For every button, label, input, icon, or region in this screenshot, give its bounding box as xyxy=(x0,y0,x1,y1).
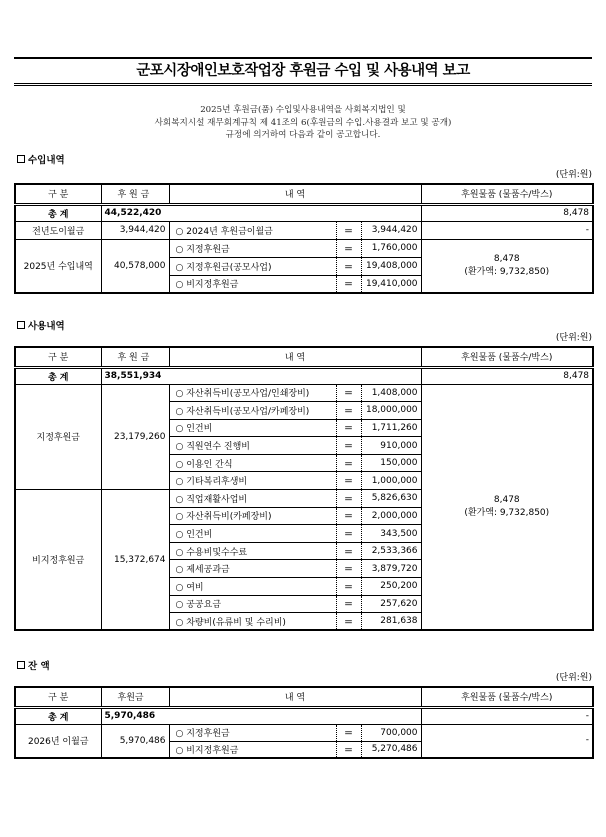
detail-item-label: 직원연수 진행비 xyxy=(186,442,250,453)
header-category: 구 분 xyxy=(15,347,101,367)
total-goods: 8,478 xyxy=(421,204,593,221)
goods-cell xyxy=(421,384,593,630)
equals-sign: ＝ xyxy=(336,613,361,631)
equals-sign: ＝ xyxy=(336,454,361,472)
detail-item-amount: 281,638 xyxy=(361,613,421,631)
total-row xyxy=(15,204,593,221)
detail-item-amount: 910,000 xyxy=(361,437,421,455)
goods-count: 8,478 xyxy=(493,494,520,505)
circle-bullet-icon: ○ xyxy=(175,494,184,505)
intro-text xyxy=(0,104,606,142)
header-category: 구 분 xyxy=(15,184,101,204)
total-label: 총 계 xyxy=(15,367,101,384)
header-detail: 내 역 xyxy=(169,184,421,204)
detail-item-label: 지정후원금 xyxy=(186,729,230,739)
detail-item xyxy=(169,525,336,543)
intro-line: 2025년 후원금(품) 수입및사용내역을 사회복지법인 및 xyxy=(200,105,406,115)
total-label: 총 계 xyxy=(15,707,101,724)
section-heading xyxy=(17,658,50,672)
header-amount: 후 원 금 xyxy=(101,347,169,367)
category-cell: 전년도이월금 xyxy=(15,221,101,239)
detail-item-label: 비지정후원금 xyxy=(186,745,239,756)
circle-bullet-icon: ○ xyxy=(175,745,184,756)
circle-bullet-icon: ○ xyxy=(175,226,184,237)
document-title: 군포시장애인보호작업장 후원금 수입 및 사용내역 보고 xyxy=(136,63,470,79)
detail-item-label: 여비 xyxy=(186,582,204,593)
detail-item xyxy=(169,239,336,257)
detail-item xyxy=(169,542,336,560)
section-title: 잔 액 xyxy=(28,661,50,672)
total-row xyxy=(15,707,593,724)
equals-sign: ＝ xyxy=(336,724,361,741)
report-table xyxy=(14,183,594,294)
detail-item-amount: 250,200 xyxy=(361,578,421,596)
circle-bullet-icon: ○ xyxy=(175,512,184,523)
equals-sign: ＝ xyxy=(336,221,361,239)
group-amount: 23,179,260 xyxy=(101,384,169,490)
total-amount: 44,522,420 xyxy=(101,204,421,221)
detail-item-label: 지정후원금(공모사업) xyxy=(186,262,272,273)
total-goods: 8,478 xyxy=(421,367,593,384)
detail-item-amount: 18,000,000 xyxy=(361,402,421,420)
circle-bullet-icon: ○ xyxy=(175,617,184,628)
detail-item xyxy=(169,419,336,437)
total-amount: 5,970,486 xyxy=(101,707,421,724)
detail-item xyxy=(169,221,336,239)
table-row xyxy=(15,724,593,741)
equals-sign: ＝ xyxy=(336,595,361,613)
equals-sign: ＝ xyxy=(336,419,361,437)
detail-item-label: 공공요금 xyxy=(186,600,222,611)
header-detail: 내 역 xyxy=(169,687,421,707)
detail-item xyxy=(169,472,336,490)
equals-sign: ＝ xyxy=(336,239,361,257)
equals-sign: ＝ xyxy=(336,525,361,543)
detail-item xyxy=(169,595,336,613)
category-cell: 비지정후원금 xyxy=(15,490,101,631)
circle-bullet-icon: ○ xyxy=(175,262,184,273)
total-row xyxy=(15,367,593,384)
detail-item xyxy=(169,384,336,402)
equals-sign: ＝ xyxy=(336,542,361,560)
header-row xyxy=(15,347,593,367)
circle-bullet-icon: ○ xyxy=(175,600,184,611)
detail-item xyxy=(169,578,336,596)
total-label: 총 계 xyxy=(15,204,101,221)
unit-label: (단위:원) xyxy=(555,333,592,343)
goods-count: - xyxy=(585,735,590,746)
equals-sign: ＝ xyxy=(336,490,361,508)
equals-sign: ＝ xyxy=(336,437,361,455)
equals-sign: ＝ xyxy=(336,472,361,490)
circle-bullet-icon: ○ xyxy=(175,582,184,593)
circle-bullet-icon: ○ xyxy=(175,459,184,470)
detail-item xyxy=(169,257,336,275)
checkbox-square-icon xyxy=(17,155,25,163)
report-table xyxy=(14,686,594,759)
section-title: 사용내역 xyxy=(28,321,65,332)
detail-item-label: 이용인 간식 xyxy=(186,459,233,470)
header-amount: 후원금 xyxy=(101,687,169,707)
goods-value: (환가액: 9,732,850) xyxy=(464,507,550,518)
total-goods: - xyxy=(421,707,593,724)
detail-item-label: 직업재활사업비 xyxy=(186,494,248,505)
detail-item-amount: 5,826,630 xyxy=(361,490,421,508)
detail-item-label: 인건비 xyxy=(186,530,213,541)
detail-item-amount: 3,879,720 xyxy=(361,560,421,578)
circle-bullet-icon: ○ xyxy=(175,244,184,255)
goods-cell xyxy=(421,239,593,293)
detail-item-label: 기타복리후생비 xyxy=(186,477,248,488)
detail-item xyxy=(169,507,336,525)
detail-item xyxy=(169,437,336,455)
unit-label: (단위:원) xyxy=(555,673,592,683)
header-goods: 후원물품 (물품수/박스) xyxy=(421,687,593,707)
detail-item-label: 자산취득비(공모사업/카페장비) xyxy=(186,406,310,417)
goods-count: 8,478 xyxy=(493,253,520,264)
detail-item xyxy=(169,560,336,578)
detail-item-amount: 1,408,000 xyxy=(361,384,421,402)
detail-item-amount: 19,408,000 xyxy=(361,257,421,275)
detail-item-amount: 150,000 xyxy=(361,454,421,472)
detail-item-amount: 343,500 xyxy=(361,525,421,543)
header-row xyxy=(15,687,593,707)
goods-cell xyxy=(421,221,593,239)
group-amount: 40,578,000 xyxy=(101,239,169,293)
header-goods: 후원물품 (물품수/박스) xyxy=(421,347,593,367)
detail-item-amount: 2,533,366 xyxy=(361,542,421,560)
table-row xyxy=(15,221,593,239)
category-cell: 2025년 수입내역 xyxy=(15,239,101,293)
circle-bullet-icon: ○ xyxy=(175,547,184,558)
detail-item-amount: 2,000,000 xyxy=(361,507,421,525)
equals-sign: ＝ xyxy=(336,741,361,758)
detail-item-amount: 1,000,000 xyxy=(361,472,421,490)
intro-line: 사회복지시설 재무회계규칙 제 41조의 6(후원금의 수입.사용결과 보고 및 공개) xyxy=(154,117,452,128)
detail-item-label: 2024년 후원금이월금 xyxy=(186,226,273,237)
table-row xyxy=(15,384,593,402)
detail-item-amount: 1,760,000 xyxy=(361,239,421,257)
detail-item-amount: 3,944,420 xyxy=(361,221,421,239)
circle-bullet-icon: ○ xyxy=(175,729,184,739)
circle-bullet-icon: ○ xyxy=(175,442,184,453)
circle-bullet-icon: ○ xyxy=(175,530,184,541)
detail-item-label: 차량비(유류비 및 수리비) xyxy=(186,617,286,628)
section-heading xyxy=(17,318,65,332)
detail-item xyxy=(169,402,336,420)
detail-item xyxy=(169,724,336,741)
category-cell: 지정후원금 xyxy=(15,384,101,490)
equals-sign: ＝ xyxy=(336,257,361,275)
report-table xyxy=(14,346,594,631)
detail-item xyxy=(169,454,336,472)
detail-item-amount: 1,711,260 xyxy=(361,419,421,437)
equals-sign: ＝ xyxy=(336,275,361,293)
detail-item xyxy=(169,741,336,758)
detail-item-amount: 257,620 xyxy=(361,595,421,613)
detail-item-label: 비지정후원금 xyxy=(186,280,239,291)
detail-item-amount: 5,270,486 xyxy=(361,741,421,758)
group-amount: 5,970,486 xyxy=(101,724,169,758)
detail-item xyxy=(169,613,336,631)
equals-sign: ＝ xyxy=(336,507,361,525)
circle-bullet-icon: ○ xyxy=(175,565,184,576)
intro-line: 규정에 의거하여 다음과 같이 공고합니다. xyxy=(225,130,381,140)
category-cell: 2026년 이월금 xyxy=(15,724,101,758)
header-category: 구 분 xyxy=(15,687,101,707)
unit-label: (단위:원) xyxy=(555,170,592,180)
equals-sign: ＝ xyxy=(336,560,361,578)
equals-sign: ＝ xyxy=(336,384,361,402)
detail-item-label: 지정후원금 xyxy=(186,244,230,255)
section-title: 수입내역 xyxy=(28,155,65,166)
group-amount: 3,944,420 xyxy=(101,221,169,239)
circle-bullet-icon: ○ xyxy=(175,424,184,435)
detail-item-label: 제세공과금 xyxy=(186,565,230,576)
detail-item-label: 자산취득비(공모사업/인쇄장비) xyxy=(186,389,310,400)
detail-item-label: 수용비및수수료 xyxy=(186,547,248,558)
detail-item-amount: 19,410,000 xyxy=(361,275,421,293)
detail-item-label: 자산취득비(카페장비) xyxy=(186,512,272,523)
total-amount: 38,551,934 xyxy=(101,367,421,384)
equals-sign: ＝ xyxy=(336,578,361,596)
goods-cell xyxy=(421,724,593,758)
circle-bullet-icon: ○ xyxy=(175,389,184,400)
detail-item xyxy=(169,275,336,293)
table-row xyxy=(15,239,593,257)
checkbox-square-icon xyxy=(17,661,25,669)
detail-item-label: 인건비 xyxy=(186,424,213,435)
header-goods: 후원물품 (물품수/박스) xyxy=(421,184,593,204)
detail-item-amount: 700,000 xyxy=(361,724,421,741)
header-detail: 내 역 xyxy=(169,347,421,367)
checkbox-square-icon xyxy=(17,321,25,329)
circle-bullet-icon: ○ xyxy=(175,406,184,417)
equals-sign: ＝ xyxy=(336,402,361,420)
detail-item xyxy=(169,490,336,508)
document-title-bar xyxy=(14,57,592,86)
goods-count: - xyxy=(585,224,590,235)
circle-bullet-icon: ○ xyxy=(175,280,184,291)
goods-value: (환가액: 9,732,850) xyxy=(464,266,550,277)
group-amount: 15,372,674 xyxy=(101,490,169,631)
circle-bullet-icon: ○ xyxy=(175,477,184,488)
section-heading xyxy=(17,152,65,166)
header-amount: 후 원 금 xyxy=(101,184,169,204)
header-row xyxy=(15,184,593,204)
